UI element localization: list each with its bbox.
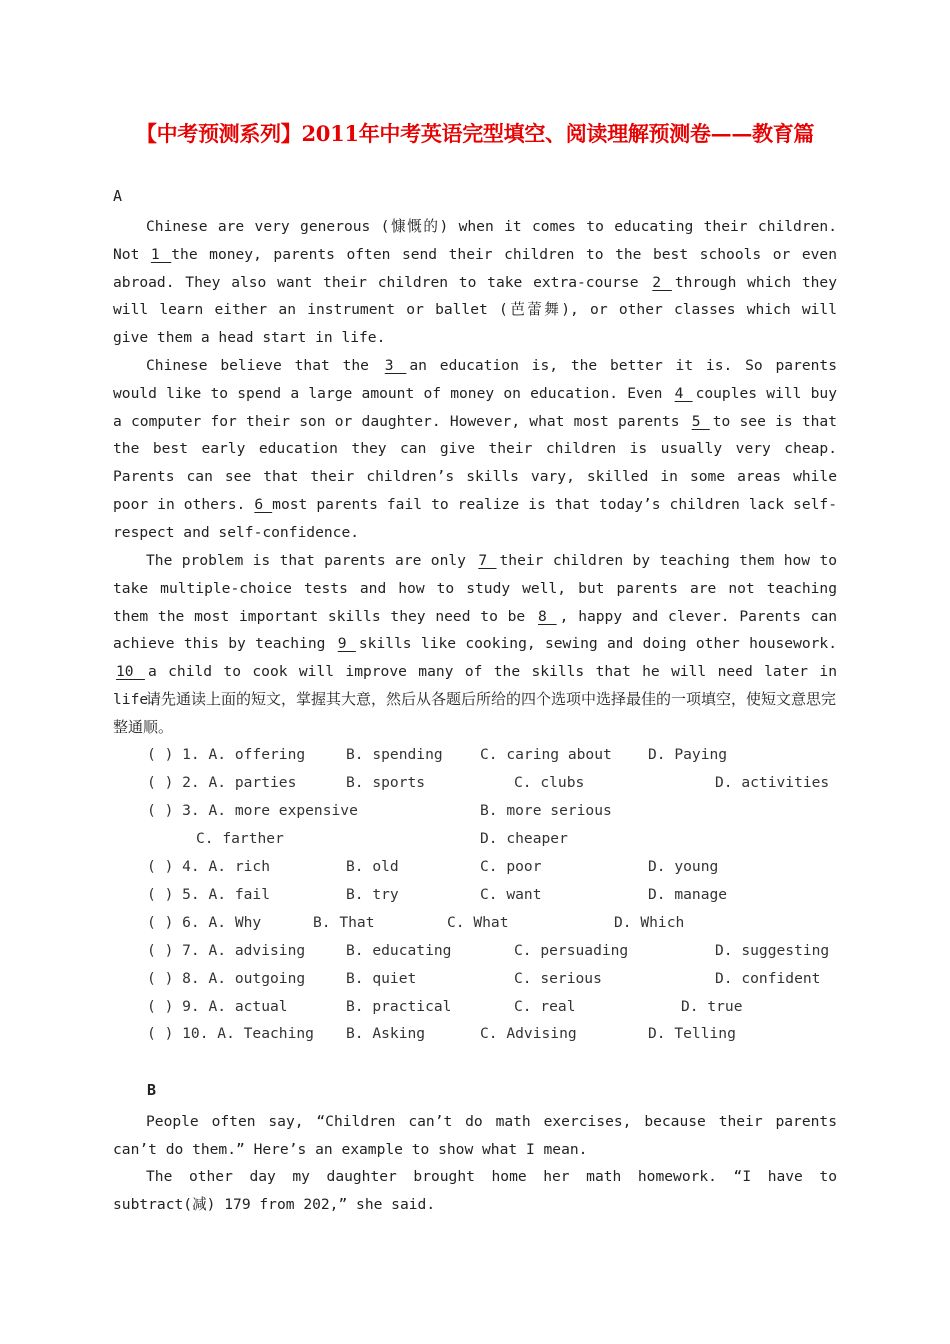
option-c: C. What	[447, 914, 509, 931]
text: the money, parents often send their children to the best schools or even abroad. They also want their children to take extra-course	[113, 245, 837, 291]
option-b: B. more serious	[480, 802, 612, 819]
page-title: 【中考预测系列】2011年中考英语完型填空、阅读理解预测卷——教育篇	[135, 121, 815, 146]
option-d: D. cheaper	[480, 830, 568, 847]
option-d: D. Which	[614, 914, 685, 931]
text: The problem is that parents are only	[146, 552, 476, 569]
passage-b-paragraph-2: The other day my daughter brought home her math homework. “I have to subtract(减) 179 from 202,” she said.	[113, 1168, 837, 1213]
option-d: D. true	[681, 998, 743, 1015]
option-b: B. sports	[346, 774, 426, 791]
question-stem-option-a: ( ) 1. A. offering	[147, 746, 306, 763]
section-a-label: A	[113, 187, 123, 205]
option-c: C. serious	[514, 970, 602, 987]
option-c: C. poor	[480, 858, 542, 875]
question-stem-option-a: ( ) 4. A. rich	[147, 858, 271, 875]
blank-3: 3	[384, 357, 407, 374]
question-stem-option-a: ( ) 9. A. actual	[147, 998, 288, 1015]
option-d: D. suggesting	[715, 942, 830, 959]
option-b: B. old	[346, 858, 399, 875]
blank-7: 7	[478, 552, 497, 569]
text: , happy and clever. Parents can achieve this by teaching	[113, 607, 838, 653]
question-stem-option-a: ( ) 10. A. Teaching	[147, 1025, 314, 1042]
question-stem-option-a: ( ) 3. A. more expensive	[147, 802, 358, 819]
option-b: B. quiet	[346, 970, 417, 987]
text: an education is, the better it is. So parents would like to spend a large amount of money on education. Even	[113, 357, 837, 402]
text: through which they will learn either an instrument or ballet (芭蕾舞), or other classes which will give them a head start in life.	[113, 273, 837, 347]
blank-1: 1	[150, 245, 172, 263]
option-d: D. confident	[715, 970, 821, 987]
option-c: C. clubs	[514, 774, 585, 791]
blank-6: 6	[254, 495, 273, 513]
option-b: B. practical	[346, 998, 452, 1015]
option-b: B. That	[313, 914, 375, 931]
option-b: B. Asking	[346, 1025, 426, 1042]
blank-10: 10	[116, 663, 145, 681]
question-stem-option-a: ( ) 8. A. outgoing	[147, 970, 306, 987]
question-stem-option-a: ( ) 2. A. parties	[147, 774, 297, 791]
section-b-label: B	[147, 1081, 157, 1099]
option-c: C. real	[514, 998, 576, 1015]
option-b: B. try	[346, 886, 399, 903]
text: a child to cook will improve many of the skills that he will need later in life.	[113, 663, 837, 708]
option-d: D. young	[648, 858, 719, 875]
instruction: 请先通读上面的短文，掌握其大意，然后从各题后所给的四个选项中选择最佳的一项填空，使短文意思完整通顺。	[113, 690, 837, 736]
passage-a-paragraph-2	[113, 352, 837, 547]
text: skills like cooking, sewing and doing other housework.	[358, 635, 838, 653]
option-d: D. manage	[648, 886, 728, 903]
option-b: B. educating	[346, 942, 452, 959]
passage-a-paragraph-1	[113, 213, 837, 352]
option-d: D. activities	[715, 774, 830, 791]
blank-9: 9	[337, 635, 356, 653]
option-c: C. Advising	[480, 1025, 577, 1042]
blank-2: 2	[652, 273, 672, 291]
option-d: D. Paying	[648, 746, 728, 763]
option-c: C. persuading	[514, 942, 629, 959]
text: couples will buy a computer for their son or daughter. However, what most parents	[113, 384, 837, 430]
text: most parents fail to realize is that today’s children lack self-respect and self-confidence.	[113, 495, 837, 541]
passage-b-paragraph-1: People often say, “Children can’t do math exercises, because their parents can’t do them.” Here’s an example to show what I mean.	[113, 1113, 837, 1158]
blank-4: 4	[674, 384, 693, 402]
blank-5: 5	[691, 412, 710, 430]
question-stem-option-a: ( ) 7. A. advising	[147, 942, 306, 959]
question-stem-option-a: ( ) 6. A. Why	[147, 914, 262, 931]
text: Chinese are very generous (慷慨的) when it comes to educating their children. Not	[113, 218, 837, 263]
option-c: C. caring about	[480, 746, 612, 763]
text: their children by teaching them how to take multiple-choice tests and how to study well, but parents are not teaching them the most important skills they need to be	[113, 552, 838, 625]
question-stem-option-a: ( ) 5. A. fail	[147, 886, 271, 903]
text: Chinese believe that the	[146, 357, 382, 374]
option-c: C. farther	[196, 830, 284, 847]
blank-8: 8	[538, 607, 557, 625]
option-d: D. Telling	[648, 1025, 736, 1042]
option-c: C. want	[480, 886, 542, 903]
text: to see is that the best early education they can give their children is usually very cheap. Parents can see that their children’s skills vary, skilled in some areas while poor in others.	[113, 412, 838, 513]
option-b: B. spending	[346, 746, 443, 763]
